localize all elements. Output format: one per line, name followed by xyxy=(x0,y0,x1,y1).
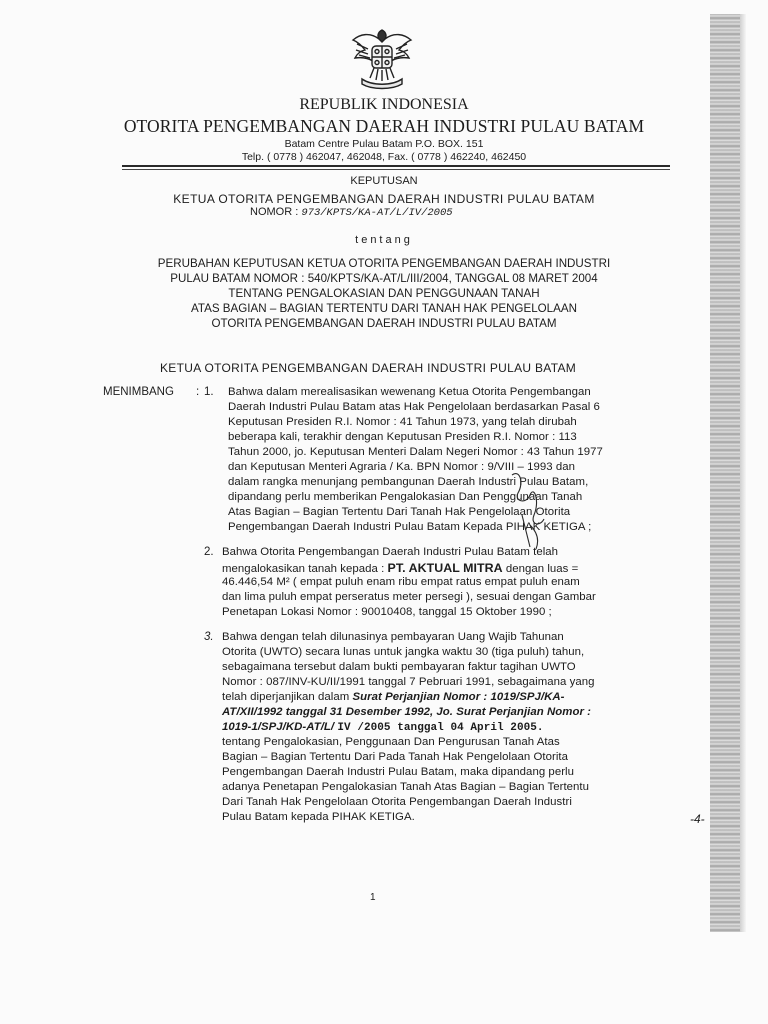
item-2-text: dengan luas = xyxy=(505,563,579,575)
letterhead-organization: OTORITA PENGEMBANGAN DAERAH INDUSTRI PULAU BATAM xyxy=(123,116,645,136)
letterhead-republic: REPUBLIK INDONESIA xyxy=(299,96,469,113)
item-1-line: Daerah Industri Pulau Batam atas Hak Pengelolaan berdasarkan Pasal 6 xyxy=(228,401,600,413)
item-3-line: Bahwa dengan telah dilunasinya pembayaran Uang Wajib Tahunan xyxy=(222,631,564,643)
menimbang-colon: : xyxy=(196,386,200,398)
company-name: PT. AKTUAL MITRA xyxy=(387,561,503,575)
decree-number xyxy=(250,206,453,219)
menimbang-label: MENIMBANG xyxy=(103,386,174,398)
letterhead-rule-thick xyxy=(122,165,670,167)
item-2-line: Bahwa Otorita Pengembangan Daerah Industri Pulau Batam telah xyxy=(222,546,559,558)
page-number: 1 xyxy=(370,892,376,903)
item-3-line xyxy=(222,721,544,734)
item-2-line: dan lima puluh empat perseratus meter persegi ), sesuai dengan Gambar xyxy=(222,591,596,603)
letterhead-contact: Telp. ( 0778 ) 462047, 462048, Fax. ( 0778 ) 462240, 462450 xyxy=(241,151,527,163)
subject-line: PULAU BATAM NOMOR : 540/KPTS/KA-AT/L/III/2004, TANGGAL 08 MARET 2004 xyxy=(170,272,598,285)
item-number: 3. xyxy=(204,631,214,643)
item-3-line: Otorita (UWTO) secara lunas untuk jangka waktu 30 (tiga puluh) tahun, xyxy=(222,646,585,658)
item-2-text: mengalokasikan tanah kepada : xyxy=(222,563,385,575)
item-3-line: Nomor : 087/INV-KU/II/1991 tanggal 7 Pebruari 1991, sebagaimana yang xyxy=(222,676,595,688)
item-3-line: Bagian – Bagian Tertentu Dari Pada Tanah Hak Pengelolaan Otorita xyxy=(222,751,568,763)
item-1-line: dalam rangka menunjang pembangunan Daerah Industri Pulau Batam, xyxy=(228,476,589,488)
item-1-line: beberapa kali, terakhir dengan Keputusan Presiden R.I. Nomor : 113 xyxy=(228,431,577,443)
agreement-date: IV /2005 tanggal 04 April 2005. xyxy=(337,722,544,734)
continuation-mark: -4- xyxy=(690,812,705,826)
agreement-reference: Surat Perjanjian Nomor : 1019/SPJ/KA- xyxy=(352,691,565,703)
decree-tentang: tentang xyxy=(355,234,413,246)
item-1-line: Pengembangan Daerah Industri Pulau Batam Kepada PIHAK KETIGA ; xyxy=(228,521,592,533)
item-3-line xyxy=(222,691,565,703)
handwritten-initials xyxy=(500,465,560,555)
item-3-line: Pengembangan Daerah Industri Pulau Batam, maka dipandang perlu xyxy=(222,766,575,778)
letterhead-rule-thin xyxy=(122,169,670,170)
item-1-line: Bahwa dalam merealisasikan wewenang Ketua Otorita Pengembangan xyxy=(228,386,591,398)
item-3-line: Dari Tanah Hak Pengelolaan Otorita Pengembangan Daerah Industri xyxy=(222,796,572,808)
item-3-text: telah diperjanjikan dalam xyxy=(222,691,350,703)
item-3-line: adanya Penetapan Pengalokasian Tanah Atas Bagian – Bagian Tertentu xyxy=(222,781,590,793)
subject-line: ATAS BAGIAN – BAGIAN TERTENTU DARI TANAH HAK PENGELOLAAN xyxy=(191,302,577,315)
item-1-line: Keputusan Presiden R.I. Nomor : 41 Tahun 1973, yang telah dirubah xyxy=(228,416,577,428)
item-number: 1. xyxy=(204,386,214,398)
item-3-line: Pulau Batam kepada PIHAK KETIGA. xyxy=(222,811,415,823)
subject-line: TENTANG PENGALOKASIAN DAN PENGGUNAAN TANAH xyxy=(228,287,540,300)
item-1-line: dipandang perlu memberikan Pengalokasian Dan Penggunaan Tanah xyxy=(228,491,583,503)
garuda-emblem-icon xyxy=(348,24,416,92)
agreement-reference: AT/XII/1992 tanggal 31 Desember 1992, Jo. Surat Perjanjian Nomor : xyxy=(222,706,591,718)
item-2-line: Penetapan Lokasi Nomor : 90010408, tanggal 15 Oktober 1990 ; xyxy=(222,606,552,618)
item-1-line: dan Keputusan Menteri Agraria / Ka. BPN Nomor : 9/VIII – 1993 dan xyxy=(228,461,576,473)
decree-number-label: NOMOR : xyxy=(250,206,299,218)
item-3-line: sebagaimana tersebut dalam bukti pembayaran faktur tagihan UWTO xyxy=(222,661,576,673)
item-2-line: 46.446,54 M² ( empat puluh enam ribu empat ratus empat puluh enam xyxy=(222,576,580,588)
item-3-line: tentang Pengalokasian, Penggunaan Dan Pengurusan Tanah Atas xyxy=(222,736,560,748)
body-heading: KETUA OTORITA PENGEMBANGAN DAERAH INDUSTRI PULAU BATAM xyxy=(160,361,577,375)
item-number: 2. xyxy=(204,546,214,558)
item-2-line xyxy=(222,561,578,575)
decree-number-value: 973/KPTS/KA-AT/L/IV/2005 xyxy=(301,207,453,219)
subject-line: OTORITA PENGEMBANGAN DAERAH INDUSTRI PULAU BATAM xyxy=(211,317,557,330)
agreement-reference: 1019-1/SPJ/KD-AT/L/ xyxy=(222,721,335,733)
subject-line: PERUBAHAN KEPUTUSAN KETUA OTORITA PENGEMBANGAN DAERAH INDUSTRI xyxy=(157,257,611,270)
item-1-line: Tahun 2000, jo. Keputusan Menteri Dalam Negeri Nomor : 43 Tahun 1977 xyxy=(228,446,603,458)
decree-issuer: KETUA OTORITA PENGEMBANGAN DAERAH INDUSTRI PULAU BATAM xyxy=(173,192,595,206)
letterhead-address: Batam Centre Pulau Batam P.O. BOX. 151 xyxy=(284,138,484,150)
item-1-line: Atas Bagian – Bagian Tertentu Dari Tanah Hak Pengelolaan Otorita xyxy=(228,506,571,518)
decree-label: KEPUTUSAN xyxy=(350,175,418,187)
